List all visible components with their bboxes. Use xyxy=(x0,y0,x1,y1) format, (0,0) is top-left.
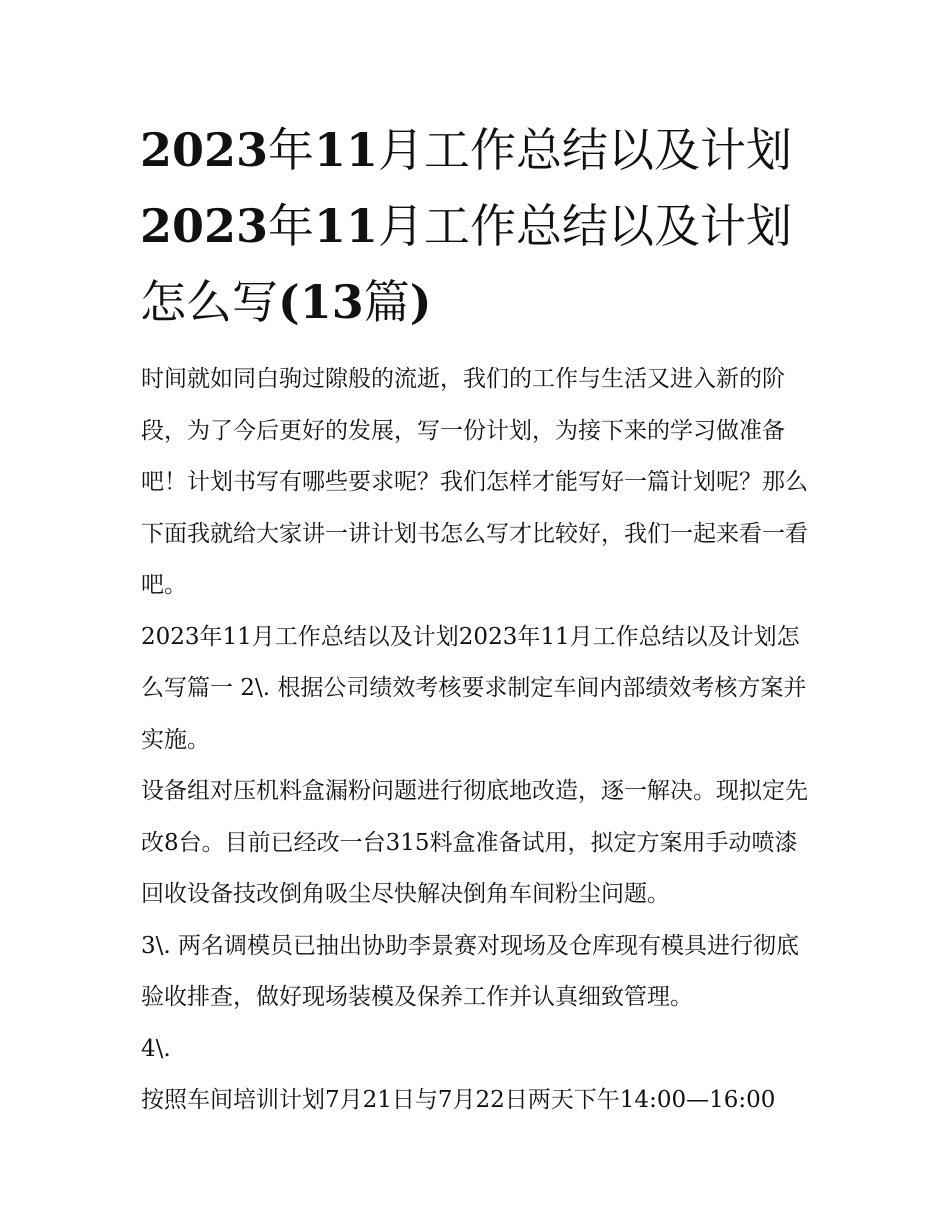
document-title: 2023年11月工作总结以及计划2023年11月工作总结以及计划怎么写(13篇) xyxy=(140,123,793,329)
paragraph-equipment: 设备组对压机料盒漏粉问题进行彻底地改造，逐一解决。现拟定先改8台。目前已经改一台315料盒准备试用，拟定方案用手动喷漆回收设备技改倒角吸尘尽快解决倒角车间粉尘问题。 xyxy=(141,778,808,907)
paragraph-section-1: 2023年11月工作总结以及计划2023年11月工作总结以及计划怎么写篇一 2\. 根据公司绩效考核要求制定车间内部绩效考核方案并实施。 xyxy=(141,623,807,753)
paragraph-item-3: 3\. 两名调模员已抽出协助李景赛对现场及仓库现有模具进行彻底验收排查，做好现场装模及保养工作并认真细致管理。 xyxy=(141,932,800,1010)
document-body xyxy=(141,354,813,1127)
paragraph-item-4: 4\. xyxy=(141,1035,171,1062)
paragraph-intro: 时间就如同白驹过隙般的流逝，我们的工作与生活又进入新的阶段，为了今后更好的发展，写一份计划，为接下来的学习做准备吧！计划书写有哪些要求呢？我们怎样才能写好一篇计划呢？那么下面我就给大家讲一讲计划书怎么写才比较好，我们一起来看一看吧。 xyxy=(141,366,808,598)
paragraph-training: 按照车间培训计划7月21日与7月22日两天下午14:00—16:00 xyxy=(141,1087,776,1113)
